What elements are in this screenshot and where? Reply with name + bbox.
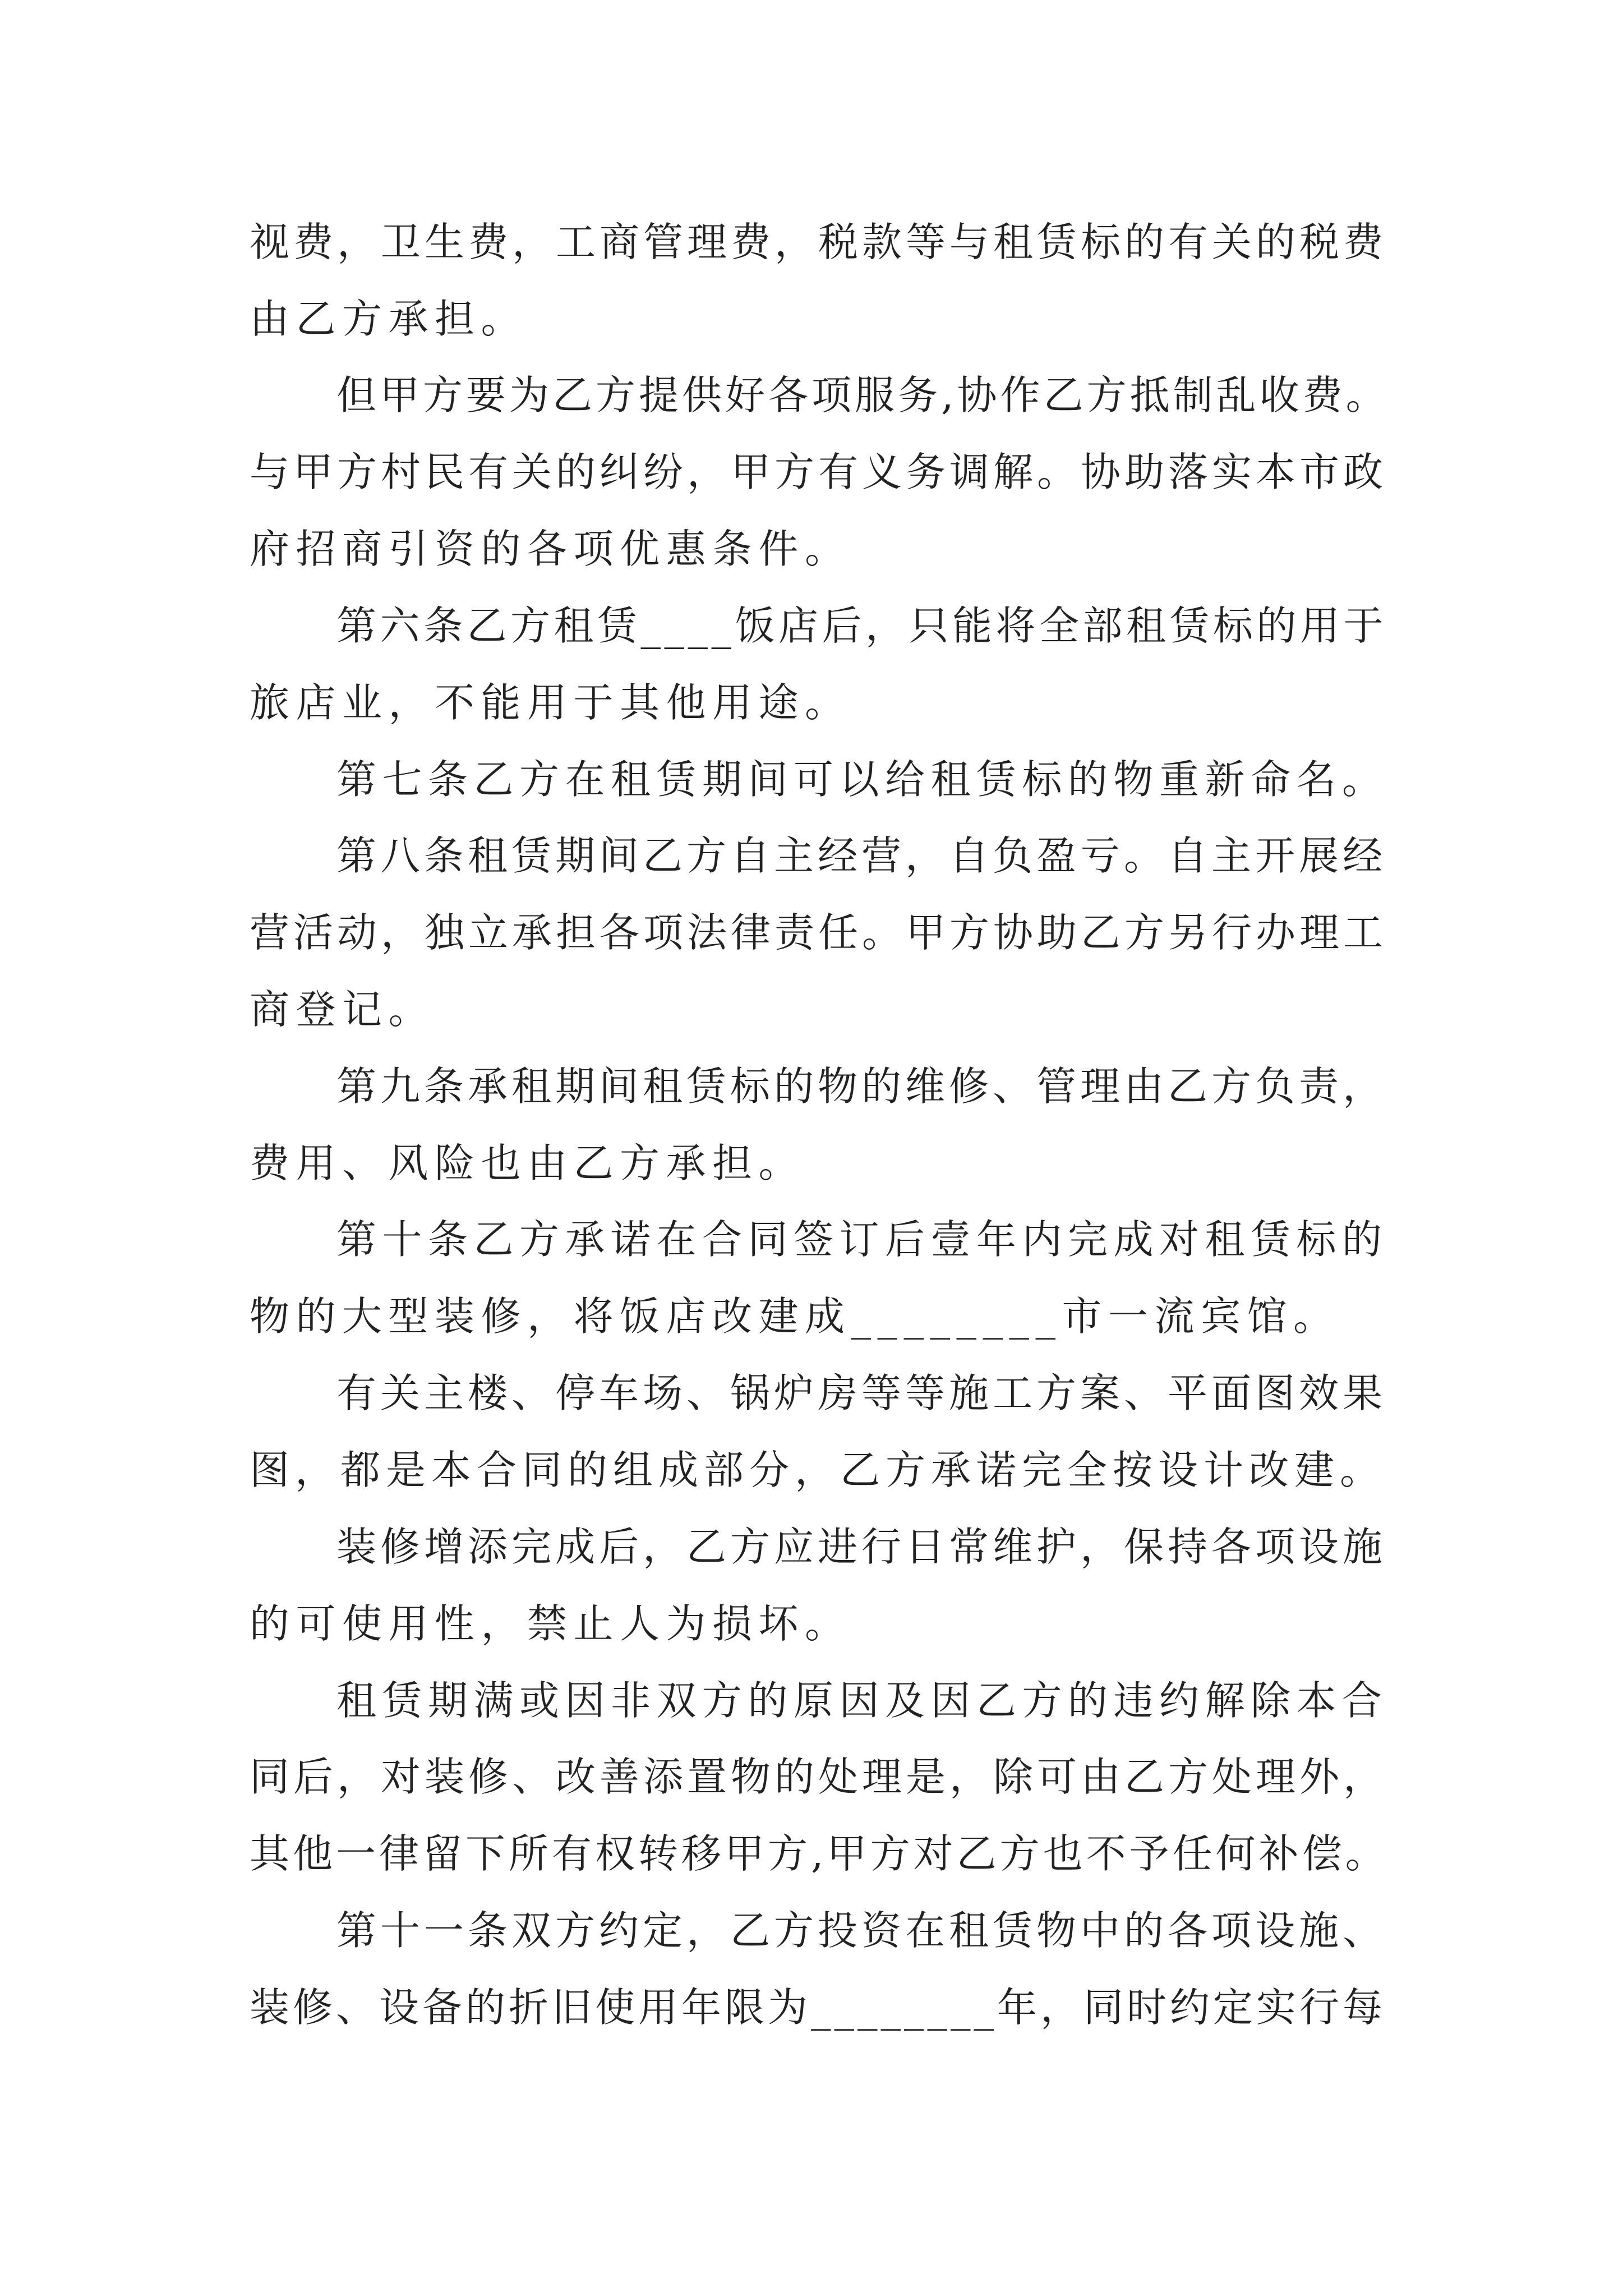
text-line: 商登记。	[250, 986, 435, 1033]
text-line: 与甲方村民有关的纠纷，甲方有义务调解。协助落实本市政	[250, 449, 1387, 495]
text-line: 营活动，独立承担各项法律责任。甲方协助乙方另行办理工	[250, 909, 1387, 956]
text-line: 第七条乙方在租赁期间可以给租赁标的物重新命名。	[336, 756, 1388, 803]
text-line: 第九条承租期间租赁标的物的维修、管理由乙方负责，	[336, 1063, 1387, 1110]
text-line: 第十条乙方承诺在合同签订后壹年内完成对租赁标的	[336, 1216, 1388, 1263]
text-line: 费用、风险也由乙方承担。	[250, 1140, 805, 1186]
text-line: 视费，卫生费，工商管理费，税款等与租赁标的有关的税费	[250, 219, 1387, 265]
text-line: 同后，对装修、改善添置物的处理是，除可由乙方处理外，	[250, 1754, 1387, 1800]
text-line: 物的大型装修，将饭店改建成________市一流宾馆。	[250, 1293, 1340, 1340]
text-line: 装修、设备的折旧使用年限为________年，同时约定实行每	[250, 1984, 1386, 2031]
text-line: 府招商引资的各项优惠条件。	[250, 526, 851, 572]
text-line: 装修增添完成后，乙方应进行日常维护，保持各项设施	[336, 1524, 1387, 1570]
text-line: 由乙方承担。	[250, 296, 528, 342]
text-line: 但甲方要为乙方提供好各项服务,协作乙方抵制乱收费。	[336, 372, 1389, 418]
text-line: 图，都是本合同的组成部分，乙方承诺完全按设计改建。	[250, 1447, 1386, 1493]
text-line: 其他一律留下所有权转移甲方,甲方对乙方也不予任何补偿。	[250, 1830, 1389, 1877]
text-line: 第六条乙方租赁____饭店后，只能将全部租赁标的用于	[336, 602, 1387, 649]
text-line: 第十一条双方约定，乙方投资在租赁物中的各项设施、	[336, 1907, 1387, 1954]
text-line: 有关主楼、停车场、锅炉房等等施工方案、平面图效果	[336, 1370, 1387, 1416]
text-line: 的可使用性，禁止人为损坏。	[250, 1600, 851, 1647]
text-line: 租赁期满或因非双方的原因及因乙方的违约解除本合	[336, 1677, 1388, 1724]
text-line: 旅店业，不能用于其他用途。	[250, 679, 851, 726]
text-line: 第八条租赁期间乙方自主经营，自负盈亏。自主开展经	[336, 832, 1387, 879]
